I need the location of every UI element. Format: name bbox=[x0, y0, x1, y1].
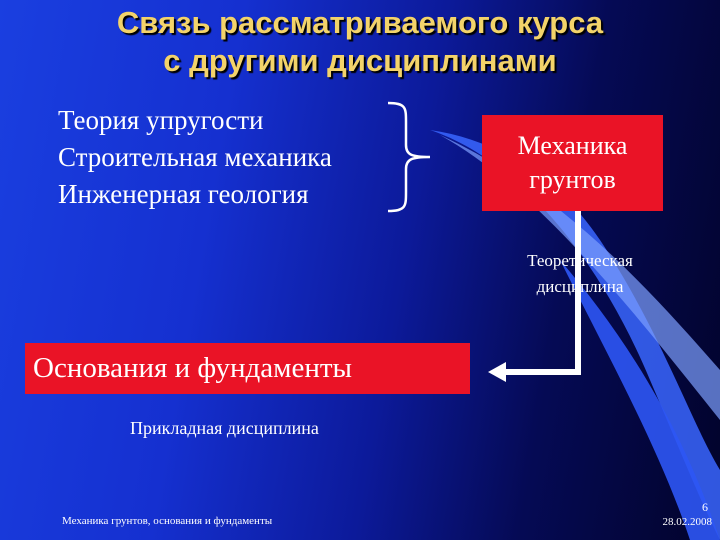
page-number: 6 bbox=[702, 500, 708, 514]
foundations-box: Основания и фундаменты bbox=[25, 343, 470, 394]
right-brace-icon bbox=[384, 100, 444, 215]
theoretical-line-1: Теоретическая bbox=[527, 251, 633, 270]
soil-mechanics-line-1: Механика bbox=[517, 131, 628, 160]
soil-mechanics-line-2: грунтов bbox=[529, 165, 616, 194]
theoretical-discipline-label bbox=[500, 248, 660, 300]
theoretical-line-2: дисциплина bbox=[536, 277, 624, 296]
discipline-item: Теория упругости bbox=[58, 105, 264, 135]
footer-date: 28.02.2008 bbox=[662, 516, 712, 528]
title-line-1: Связь рассматриваемого курса bbox=[116, 5, 604, 40]
discipline-item: Строительная механика bbox=[58, 142, 332, 172]
slide-title bbox=[0, 4, 720, 80]
discipline-list bbox=[58, 102, 332, 213]
soil-mechanics-box bbox=[482, 115, 663, 211]
footer-course-name: Механика грунтов, основания и фундаменты bbox=[62, 515, 273, 527]
applied-discipline-label: Прикладная дисциплина bbox=[130, 418, 319, 438]
title-line-2: с другими дисциплинами bbox=[163, 43, 557, 78]
discipline-item: Инженерная геология bbox=[58, 179, 309, 209]
